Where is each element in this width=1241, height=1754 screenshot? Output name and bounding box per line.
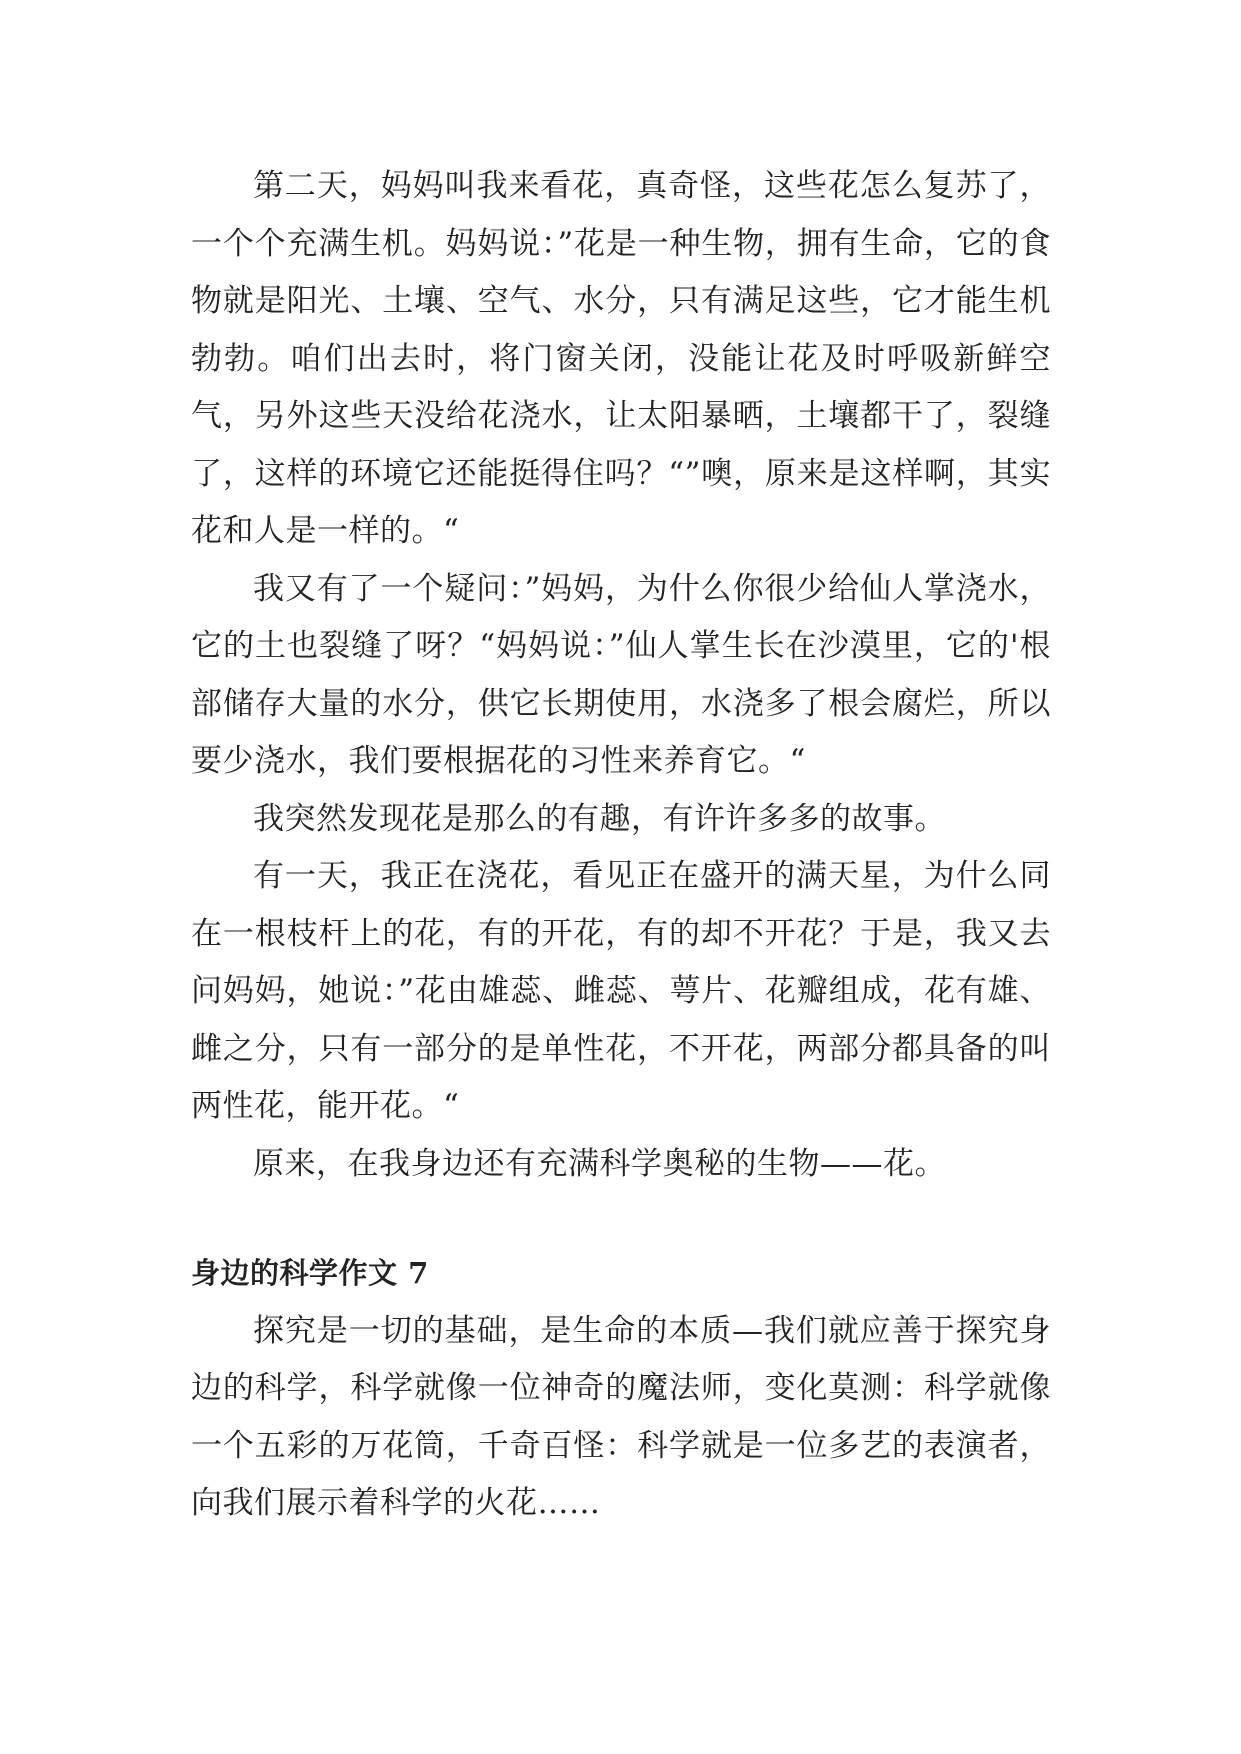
paragraph: 有一天，我正在浇花，看见正在盛开的满天星，为什么同在一根枝杆上的花，有的开花，有的却不开花？于是，我又去问妈妈，她说：”花由雄蕊、雌蕊、萼片、花瓣组成，花有雄、雌之分，只有一部分的是单性花，不开花，两部分都具备的叫两性花，能开花。“	[191, 858, 1051, 1124]
paragraph: 我突然发现花是那么的有趣，有许许多多的故事。	[253, 800, 946, 837]
paragraph: 原来，在我身边还有充满科学奥秘的生物——花。	[253, 1145, 946, 1182]
section-heading: 身边的科学作文 7	[191, 1256, 429, 1290]
document-body	[191, 158, 1051, 1533]
paragraph: 探究是一切的基础，是生命的本质—我们就应善于探究身边的科学，科学就像一位神奇的魔法师，变化莫测：科学就像一个五彩的万花筒，千奇百怪：科学就是一位多艺的表演者，向我们展示着科学的火花……	[191, 1312, 1051, 1521]
paragraph: 我又有了一个疑问：”妈妈，为什么你很少给仙人掌浇水，它的土也裂缝了呀？“妈妈说：”仙人掌生长在沙漠里，它的'根部储存大量的水分，供它长期使用，水浇多了根会腐烂，所以要少浇水，我们要根据花的习性来养育它。“	[191, 570, 1051, 779]
paragraph: 第二天，妈妈叫我来看花，真奇怪，这些花怎么复苏了，一个个充满生机。妈妈说：”花是一种生物，拥有生命，它的食物就是阳光、土壤、空气、水分，只有满足这些，它才能生机勃勃。咱们出去时，将门窗关闭，没能让花及时呼吸新鲜空气，另外这些天没给花浇水，让太阳暴晒，土壤都干了，裂缝了，这样的环境它还能挺得住吗？“”噢，原来是这样啊，其实花和人是一样的。“	[191, 168, 1051, 549]
